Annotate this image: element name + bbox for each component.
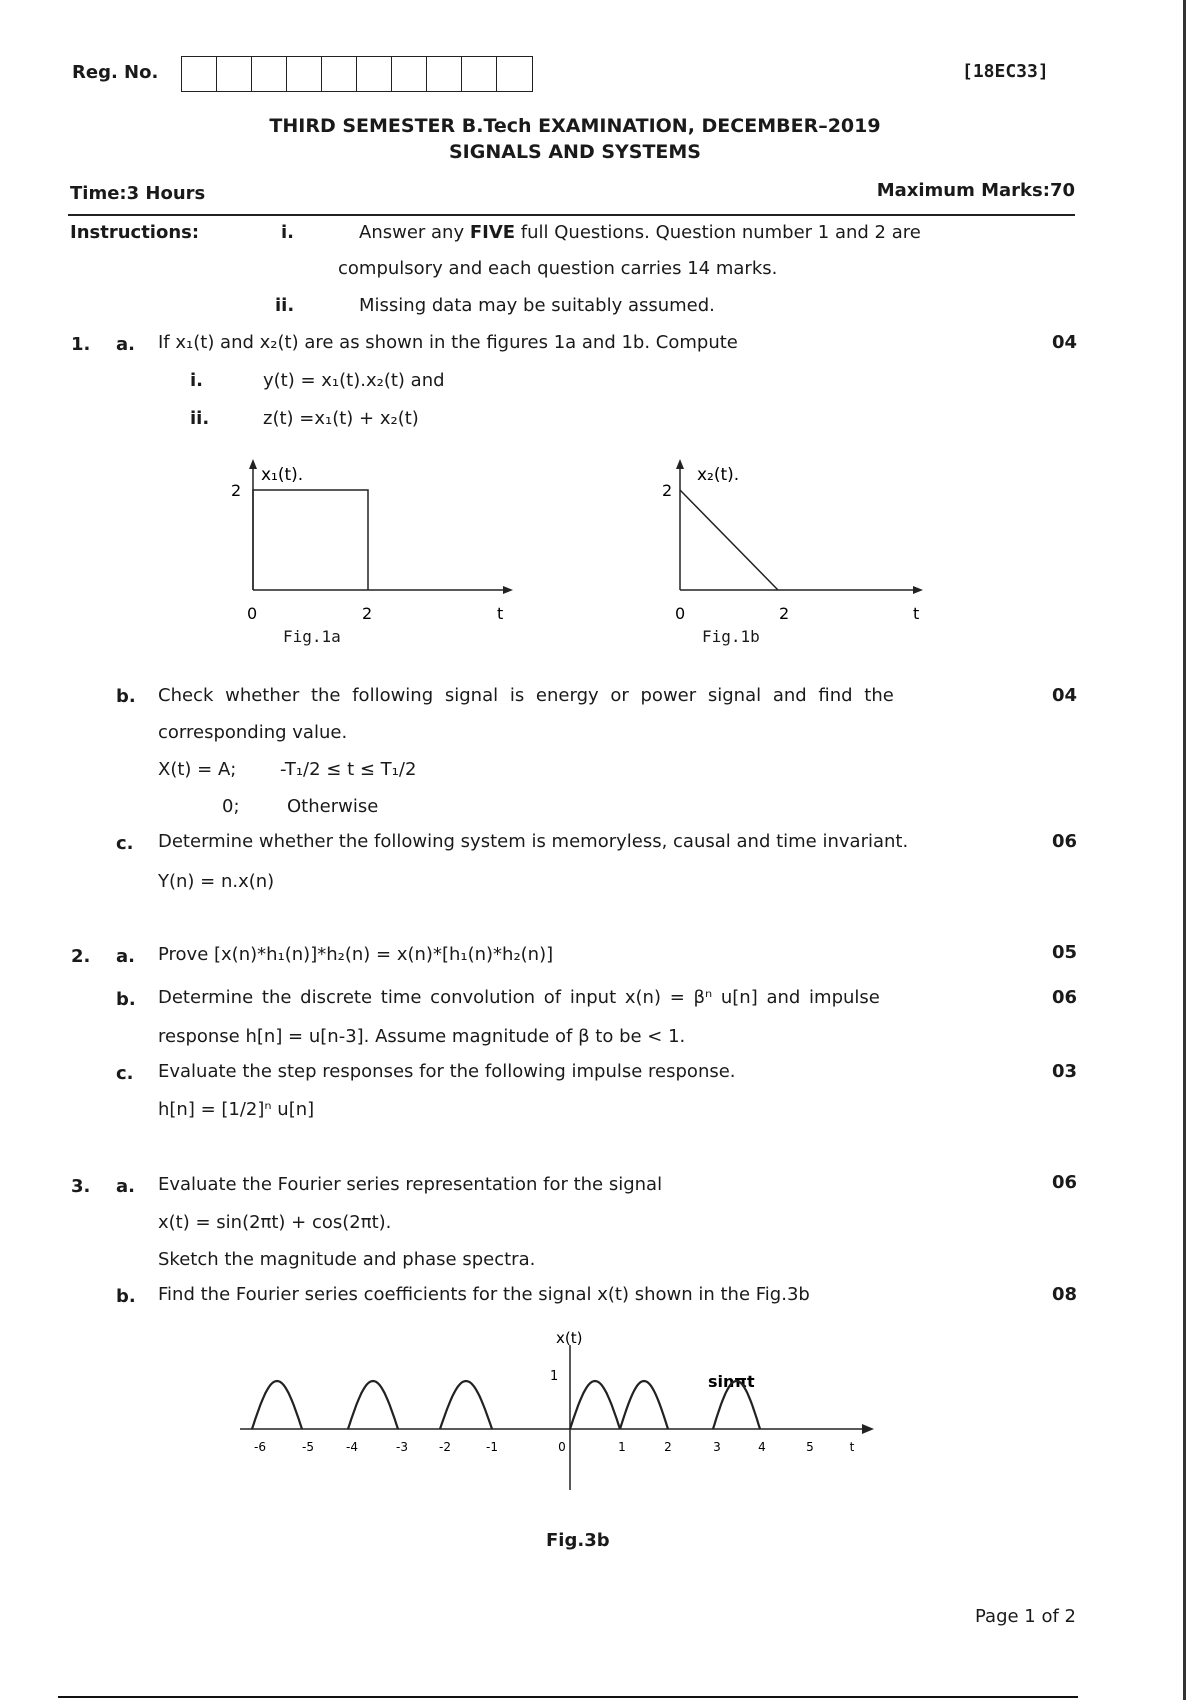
fig3b-sine-arc [620, 1381, 668, 1429]
q1a-text: If x₁(t) and x₂(t) are as shown in the figures 1a and 1b. Compute [158, 332, 738, 353]
fig3b-xtick: 3 [713, 1440, 721, 1454]
reg-no-box [392, 57, 427, 91]
q1b-text-line2: corresponding value. [158, 722, 348, 743]
instructions-label: Instructions: [70, 222, 200, 243]
q1b-text-line1: Check whether the following signal is energy or power signal and find the [158, 685, 894, 706]
q1b-label: b. [116, 686, 136, 707]
reg-no-box [322, 57, 357, 91]
header-divider [68, 214, 1075, 216]
q2a-label: a. [116, 946, 135, 967]
fig3b [240, 1325, 900, 1495]
instruction-i-num: i. [281, 222, 295, 243]
reg-no-boxes [181, 56, 533, 92]
exam-title: THIRD SEMESTER B.Tech EXAMINATION, DECEMBER–2019 [269, 115, 881, 137]
fig3b-xtick: -6 [254, 1440, 266, 1454]
page-number: Page 1 of 2 [975, 1606, 1076, 1627]
fig1b-y-arrow [676, 459, 684, 469]
q2a-text: Prove [x(n)*h₁(n)]*h₂(n) = x(n)*[h₁(n)*h₂(n)] [158, 944, 554, 965]
reg-no-box [217, 57, 252, 91]
instruction-i-text: Answer any FIVE full Questions. Question number 1 and 2 are [359, 222, 921, 243]
fig1b-xtick-2: 2 [779, 604, 790, 623]
q3a-text: Evaluate the Fourier series representation for the signal [158, 1174, 663, 1195]
fig1a-signal-label: x₁(t). [261, 465, 304, 485]
footer-rule [58, 1696, 1078, 1698]
fig3b-sine-arc [348, 1381, 398, 1429]
q2-number: 2. [71, 946, 91, 967]
fig1a-ytick: 2 [231, 481, 242, 500]
q1b-eq1-cond: -T₁/2 ≤ t ≤ T₁/2 [280, 759, 417, 780]
instruction-ii-text: Missing data may be suitably assumed. [359, 295, 715, 316]
reg-no-box [182, 57, 217, 91]
q1a-ii-num: ii. [190, 408, 210, 429]
q3b-label: b. [116, 1286, 136, 1307]
fig3b-xtick: 1 [618, 1440, 626, 1454]
fig1a-xtick-0: 0 [247, 604, 258, 623]
q3a-text2: Sketch the magnitude and phase spectra. [158, 1249, 536, 1270]
q1c-text: Determine whether the following system is memoryless, causal and time invariant. [158, 831, 909, 852]
reg-no-box [252, 57, 287, 91]
fig1a-y-arrow [249, 459, 257, 469]
q1b-marks: 04 [1052, 685, 1078, 706]
fig1b-xtick-t: t [913, 604, 920, 623]
q1a-i-text: y(t) = x₁(t).x₂(t) and [263, 370, 445, 391]
fig1b-xtick-0: 0 [675, 604, 686, 623]
fig3b-ylabel: x(t) [556, 1329, 583, 1347]
q1c-marks: 06 [1052, 831, 1078, 852]
fig3b-xtick: 5 [806, 1440, 814, 1454]
q2b-marks: 06 [1052, 987, 1078, 1008]
scan-edge [1183, 0, 1186, 1700]
fig3b-caption: Fig.3b [546, 1530, 610, 1551]
q1b-eq1-lhs: X(t) = A; [158, 759, 237, 780]
fig3b-curve-label: sinπt [708, 1372, 755, 1391]
exam-time: Time:3 Hours [70, 183, 206, 204]
q2b-label: b. [116, 989, 136, 1010]
q3b-text: Find the Fourier series coefficients for the signal x(t) shown in the Fig.3b [158, 1284, 810, 1305]
fig1a-xtick-2: 2 [362, 604, 373, 623]
fig3b-xtick: 0 [558, 1440, 566, 1454]
q1b-eq2-cond: Otherwise [287, 796, 379, 817]
q1a-label: a. [116, 334, 135, 355]
fig3b-x-arrow [862, 1424, 874, 1434]
q1c-label: c. [116, 833, 134, 854]
q3a-marks: 06 [1052, 1172, 1078, 1193]
q2b-text-line1: Determine the discrete time convolution of input x(n) = βⁿ u[n] and impulse [158, 987, 880, 1008]
reg-no-box [287, 57, 322, 91]
fig3b-xtick: -5 [302, 1440, 314, 1454]
q2c-eq: h[n] = [1/2]ⁿ u[n] [158, 1099, 315, 1120]
fig1b-ramp [680, 490, 778, 590]
reg-no-label: Reg. No. [72, 62, 159, 83]
subject-title: SIGNALS AND SYSTEMS [448, 141, 701, 163]
fig3b-ytick: 1 [550, 1369, 559, 1384]
reg-no-box [427, 57, 462, 91]
fig3b-sine-arc [252, 1381, 302, 1429]
fig3b-xtick: -2 [439, 1440, 451, 1454]
fig3b-xtick: 2 [664, 1440, 672, 1454]
q3b-marks: 08 [1052, 1284, 1078, 1305]
max-marks: Maximum Marks:70 [876, 180, 1075, 201]
fig3b-xtick: 4 [758, 1440, 766, 1454]
fig3b-xtick: -3 [396, 1440, 408, 1454]
q1c-eq: Y(n) = n.x(n) [158, 871, 275, 892]
reg-no-box [357, 57, 392, 91]
fig1b-signal-label: x₂(t). [697, 465, 740, 485]
fig3b-xtick: t [849, 1440, 855, 1454]
q3-number: 3. [71, 1176, 91, 1197]
q1a-ii-text: z(t) =x₁(t) + x₂(t) [263, 408, 419, 429]
fig3b-tick-labels [254, 1440, 855, 1454]
fig1a-x-arrow [503, 586, 513, 594]
q1b-eq2-lhs: 0; [222, 796, 240, 817]
fig1a-rect-pulse [253, 490, 368, 590]
fig1b-x-arrow [913, 586, 923, 594]
q2c-marks: 03 [1052, 1061, 1078, 1082]
q2c-text: Evaluate the step responses for the following impulse response. [158, 1061, 736, 1082]
q2a-marks: 05 [1052, 942, 1078, 963]
reg-no-box [497, 57, 532, 91]
q1-number: 1. [71, 334, 91, 355]
fig3b-arcs [252, 1381, 760, 1429]
instruction-i-text-line2: compulsory and each question carries 14 marks. [338, 258, 778, 279]
fig1a-caption: Fig.1a [283, 627, 341, 646]
reg-no-box [462, 57, 497, 91]
fig1b [635, 455, 955, 655]
subject-code: [18EC33] [962, 61, 1049, 82]
fig3b-xtick: -4 [346, 1440, 358, 1454]
fig1a [205, 455, 525, 655]
q2b-text-line2: response h[n] = u[n-3]. Assume magnitude of β to be < 1. [158, 1026, 686, 1047]
fig1b-ytick: 2 [662, 481, 673, 500]
q1a-marks: 04 [1052, 332, 1078, 353]
fig3b-xtick: -1 [486, 1440, 498, 1454]
fig3b-sine-arc [440, 1381, 492, 1429]
q3a-label: a. [116, 1176, 135, 1197]
fig1b-caption: Fig.1b [702, 627, 760, 646]
fig1a-xtick-t: t [497, 604, 504, 623]
q1a-i-num: i. [190, 370, 204, 391]
q2c-label: c. [116, 1063, 134, 1084]
fig3b-sine-arc [570, 1381, 620, 1429]
instruction-ii-num: ii. [275, 295, 295, 316]
q3a-eq: x(t) = sin(2πt) + cos(2πt). [158, 1212, 392, 1233]
